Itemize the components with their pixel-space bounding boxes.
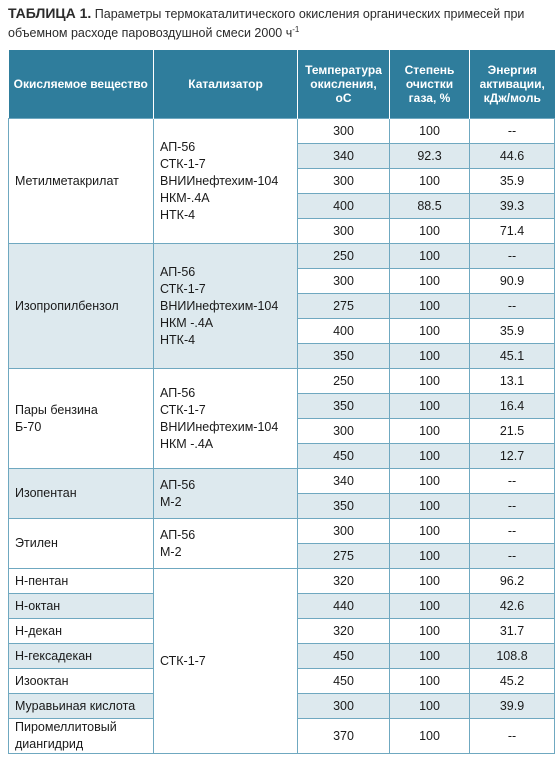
energy-cell: --	[470, 294, 555, 319]
temperature-cell: 350	[298, 494, 390, 519]
temperature-cell: 340	[298, 469, 390, 494]
temperature-cell: 320	[298, 569, 390, 594]
temperature-cell: 400	[298, 194, 390, 219]
energy-cell: 21.5	[470, 419, 555, 444]
energy-cell: 44.6	[470, 144, 555, 169]
substance-cell: Н-октан	[9, 594, 154, 619]
purification-cell: 100	[390, 594, 470, 619]
temperature-cell: 300	[298, 419, 390, 444]
energy-cell: 42.6	[470, 594, 555, 619]
substance-cell: Н-гексадекан	[9, 644, 154, 669]
purification-cell: 100	[390, 519, 470, 544]
catalyst-cell: АП-56 СТК-1-7 ВНИИнефтехим-104 НКМ -.4А	[154, 369, 298, 469]
purification-cell: 100	[390, 494, 470, 519]
table-row	[9, 569, 555, 594]
caption-superscript: -1	[292, 25, 300, 34]
table-row	[9, 119, 555, 144]
catalyst-cell: АП-56 СТК-1-7 ВНИИнефтехим-104 НКМ -.4А НТК-4	[154, 244, 298, 369]
purification-cell: 100	[390, 469, 470, 494]
header-row	[9, 50, 555, 119]
table-row	[9, 244, 555, 269]
purification-cell: 100	[390, 419, 470, 444]
energy-cell: 16.4	[470, 394, 555, 419]
temperature-cell: 300	[298, 694, 390, 719]
purification-cell: 100	[390, 719, 470, 754]
catalyst-cell: СТК-1-7	[154, 569, 298, 754]
substance-cell: Пары бензина Б-70	[9, 369, 154, 469]
energy-cell: 39.9	[470, 694, 555, 719]
data-table	[8, 50, 555, 754]
table-row	[9, 519, 555, 544]
temperature-cell: 320	[298, 619, 390, 644]
purification-cell: 100	[390, 444, 470, 469]
purification-cell: 100	[390, 244, 470, 269]
purification-cell: 100	[390, 394, 470, 419]
temperature-cell: 300	[298, 169, 390, 194]
temperature-cell: 400	[298, 319, 390, 344]
energy-cell: 45.2	[470, 669, 555, 694]
energy-cell: --	[470, 494, 555, 519]
purification-cell: 100	[390, 119, 470, 144]
temperature-cell: 300	[298, 119, 390, 144]
header-substance: Окисляемое вещество	[9, 50, 154, 119]
header-activation-energy: Энергия активации, кДж/моль	[470, 50, 555, 119]
temperature-cell: 300	[298, 519, 390, 544]
purification-cell: 100	[390, 269, 470, 294]
purification-cell: 100	[390, 344, 470, 369]
energy-cell: 108.8	[470, 644, 555, 669]
table-row	[9, 369, 555, 394]
temperature-cell: 450	[298, 669, 390, 694]
caption-label: ТАБЛИЦА 1.	[8, 5, 92, 21]
purification-cell: 100	[390, 369, 470, 394]
purification-cell: 100	[390, 544, 470, 569]
energy-cell: 13.1	[470, 369, 555, 394]
energy-cell: 45.1	[470, 344, 555, 369]
temperature-cell: 275	[298, 294, 390, 319]
substance-cell: Н-декан	[9, 619, 154, 644]
temperature-cell: 450	[298, 644, 390, 669]
temperature-cell: 350	[298, 344, 390, 369]
purification-cell: 100	[390, 169, 470, 194]
purification-cell: 100	[390, 319, 470, 344]
substance-cell: Муравьиная кислота	[9, 694, 154, 719]
purification-cell: 92.3	[390, 144, 470, 169]
header-temperature: Температура окисления, оС	[298, 50, 390, 119]
temperature-cell: 350	[298, 394, 390, 419]
purification-cell: 100	[390, 644, 470, 669]
caption-text: Параметры термокаталитического окисления органических примесей при объемном расходе паровоздушной смеси 2000 ч	[8, 7, 525, 41]
temperature-cell: 340	[298, 144, 390, 169]
substance-cell: Изопропилбензол	[9, 244, 154, 369]
substance-cell: Изопентан	[9, 469, 154, 519]
energy-cell: --	[470, 244, 555, 269]
header-purification: Степень очистки газа, %	[390, 50, 470, 119]
temperature-cell: 440	[298, 594, 390, 619]
substance-cell: Изооктан	[9, 669, 154, 694]
substance-cell: Этилен	[9, 519, 154, 569]
table-row	[9, 469, 555, 494]
energy-cell: --	[470, 719, 555, 754]
substance-cell: Метилметакрилат	[9, 119, 154, 244]
energy-cell: 71.4	[470, 219, 555, 244]
energy-cell: 39.3	[470, 194, 555, 219]
temperature-cell: 300	[298, 269, 390, 294]
purification-cell: 100	[390, 219, 470, 244]
header-catalyst: Катализатор	[154, 50, 298, 119]
substance-cell: Н-пентан	[9, 569, 154, 594]
temperature-cell: 450	[298, 444, 390, 469]
energy-cell: --	[470, 119, 555, 144]
energy-cell: 35.9	[470, 319, 555, 344]
energy-cell: 12.7	[470, 444, 555, 469]
purification-cell: 100	[390, 669, 470, 694]
energy-cell: --	[470, 519, 555, 544]
energy-cell: 96.2	[470, 569, 555, 594]
purification-cell: 88.5	[390, 194, 470, 219]
energy-cell: 90.9	[470, 269, 555, 294]
temperature-cell: 300	[298, 219, 390, 244]
purification-cell: 100	[390, 619, 470, 644]
energy-cell: --	[470, 544, 555, 569]
energy-cell: 35.9	[470, 169, 555, 194]
temperature-cell: 370	[298, 719, 390, 754]
purification-cell: 100	[390, 569, 470, 594]
catalyst-cell: АП-56 СТК-1-7 ВНИИнефтехим-104 НКМ-.4А НТК-4	[154, 119, 298, 244]
purification-cell: 100	[390, 294, 470, 319]
energy-cell: --	[470, 469, 555, 494]
temperature-cell: 250	[298, 369, 390, 394]
substance-cell: Пиромеллитовый диангидрид	[9, 719, 154, 754]
table-wrapper	[8, 50, 554, 754]
temperature-cell: 250	[298, 244, 390, 269]
temperature-cell: 275	[298, 544, 390, 569]
table-caption	[8, 6, 553, 41]
catalyst-cell: АП-56 М-2	[154, 469, 298, 519]
energy-cell: 31.7	[470, 619, 555, 644]
catalyst-cell: АП-56 М-2	[154, 519, 298, 569]
purification-cell: 100	[390, 694, 470, 719]
